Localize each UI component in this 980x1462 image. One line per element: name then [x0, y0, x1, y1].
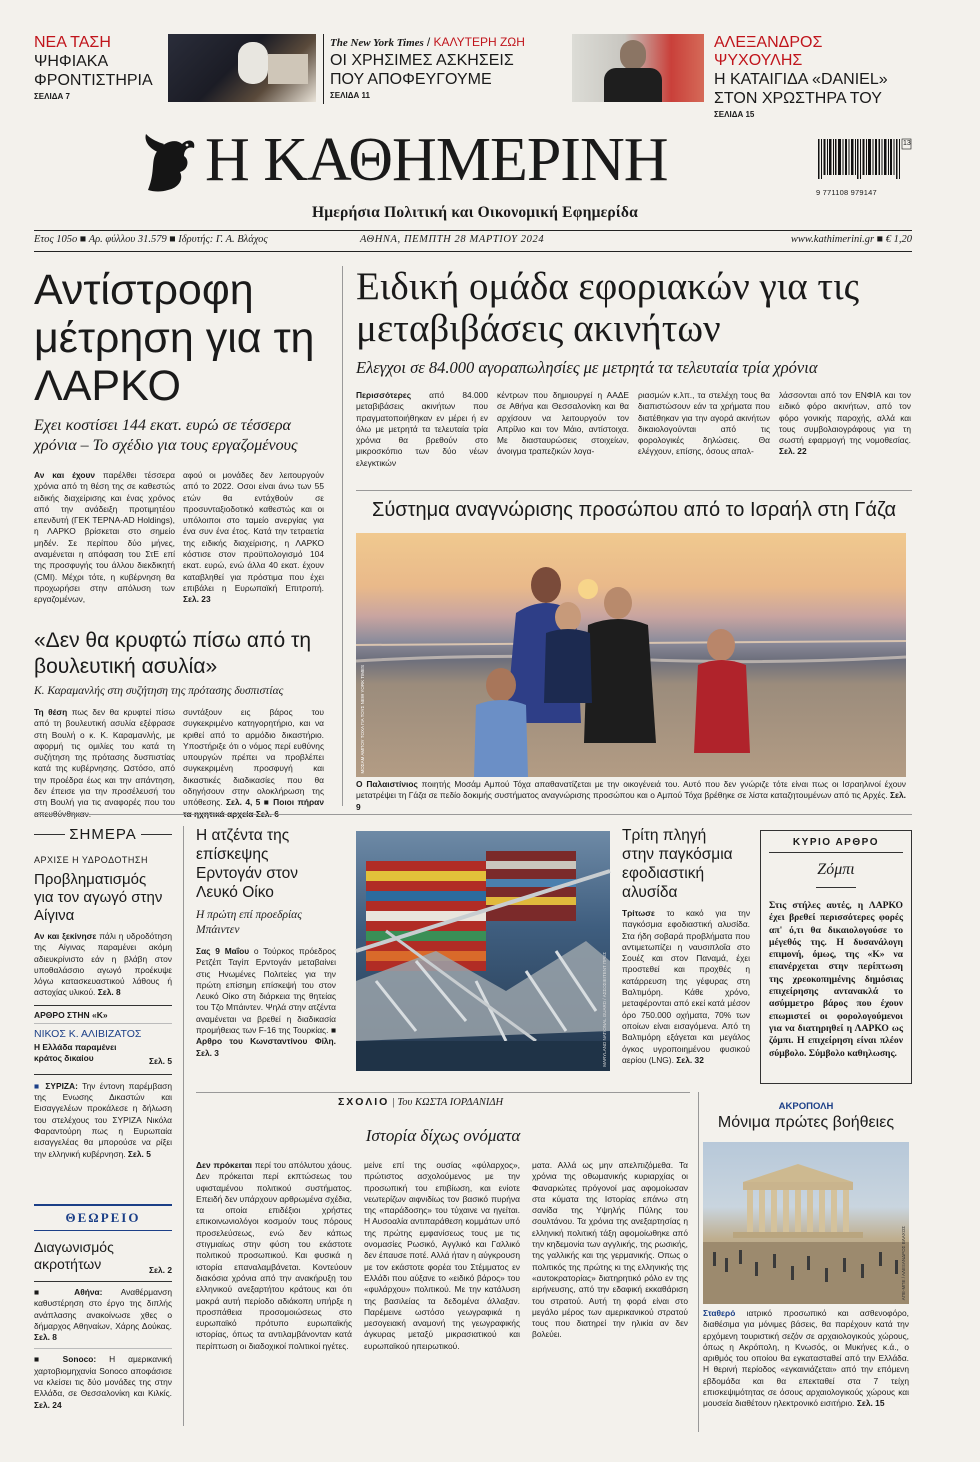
scholio-col1: [196, 1160, 352, 1425]
scholio-col3: [532, 1160, 688, 1425]
gaza-caption-text: ποιητής Μοσάμ Αμπού Τόχα απαθανατίζεται με την οικογένειά του. Αυτό που δεν γνώριζε τότε είναι πως οι Ισραηλινοί έχουν μετατρέψει τη Γάζα σε πεδίο δοκιμής συστήματος αναγνώρισης προσώπου και ο Αμπού Τόχα βρέθηκε σε λίστα καταζητουμένων από τις Αρχές.: [356, 779, 906, 801]
teaser-middle[interactable]: The New York Times / ΚΑΛΥΤΕΡΗ ΖΩΗ ΟΙ ΧΡΗΣΙΜΕΣ ΑΣΚΗΣΕΙΣ ΠΟΥ ΑΠΟΦΕΥΓΟΥΜΕ ΣΕΛΙΔΑ 11: [330, 34, 560, 106]
scholio-col1-text: περί του απόλυτου χάους. Δεν πρόκειται περί εκπτώσεως του υφισταμένου πολιτικού συστήματος. Επειδή δεν υπάρχουν αρθρωμένα σχέδια, τα οποία επιδέξιοι χρήστες επικοινωνιολόγοι κοσμούν τους πόρους προσελεύσεως, ενώ δεν κάπως στιγμιαίως στην φύση του εκάστοτε πολιτικού προσωπικού. Και φυσικά η ιστορία επαναλαμβάνεται. Κοντεύουν διακόσια χρόνια από την ανακήρυξη του ελληνικού ανεξαρτήτου κράτους και ότι μακρά αυτή περίοδο αδιάκοπη υπήρξε η προσπάθεια προσομοιώσεως στο ευρωπαϊκό πρότυπο ευρωπαϊκής ιστορίας, όπως τα αντιλαμβάνονταν κατά περίπτωση οι διαδοχικοί πολιτικοί ηγέτες.: [196, 1160, 353, 1351]
main-lead: Περισσότερες: [356, 390, 412, 400]
erdogan-deck: Η πρώτη επί προεδρίας Μπάιντεν: [196, 909, 302, 936]
theoreio-page[interactable]: Σελ. 2: [149, 1265, 172, 1275]
theoreio-athina-page[interactable]: Σελ. 8: [34, 1332, 57, 1343]
gaza-page-ref[interactable]: Σελ. 9: [356, 790, 907, 812]
simera-title: ΣΗΜΕΡΑ: [69, 826, 137, 843]
teaser-left[interactable]: [34, 34, 164, 106]
erdogan-story[interactable]: [196, 826, 336, 1059]
teaser-middle-page: ΣΕΛΙΔΑ 11: [330, 91, 370, 100]
akropoli-headline[interactable]: Μόνιμα πρώτες βοήθειες: [717, 1114, 895, 1131]
larko-body-col2: [183, 470, 324, 606]
scholio-col2-text: μείνε επί της ουσίας «φύλαρχος», πρώτιστος ασχολούμενος με την προσωπική του επιβίωση, και ενίοτε νεωτερίζων αιφνιδίως τον βασικό πυρήνα της «παράδοσης» του τύχαινε να ηγείται. Η Αυσοαλία αντιπαράθεση κομμάτων υπό της πρώτης εμφανίσεως τους με τις ονομασίες Ρωσικό, Αγγλικό και Γαλλικό δεν έπαυσε ποτέ. Αλλά ήταν η αύγκρουση με τον εκάστοτε φορέα του Στέμματος εν Ελλάδι που αύξανε το «ειδικό βάρος» του «φυλάρχου» πολιτικού. Με την κατάλυση της βασιλείας τα δεδομένα άλλαξαν. Παρέμεινε ωστόσο γεωγραφικά η μεσογειακή αναμονή της γεωγραφικής άγκυρας μεταξύ μικρασιατικού και ευρωπαϊκού ηπειρωτικού.: [364, 1160, 520, 1351]
larko-lead: Αν και έχουν: [34, 470, 96, 480]
gaza-caption: [356, 779, 906, 813]
asylia-body-col2: [183, 707, 324, 808]
masthead-title: Η ΚΑΘΗΜΕΡΙΝΗ: [205, 126, 668, 194]
teaser-middle-title: ΟΙ ΧΡΗΣΙΜΕΣ ΑΣΚΗΣΕΙΣ ΠΟΥ ΑΠΟΦΕΥΓΟΥΜΕ: [330, 52, 514, 88]
barcode-issue: 13: [903, 140, 911, 147]
theoreio-sonoco: ■ Sonoco: Η αμερικανική χαρτοβιομηχανία Sonoco αποφάσισε να κλείσει τις δύο μονάδες της στην Ελλάδα, σε Θεσσαλονίκη και Κιλκίς. Σελ. 24: [34, 1354, 172, 1410]
masthead-meta-left: Ετος 105ο ■ Αρ. φύλλου 31.579 ■ Ιδρυτής: Γ. Α. Βλάχος: [34, 234, 268, 245]
teaser-left-title: ΨΗΦΙΑΚΑ ΦΡΟΝΤΙΣΤΗΡΙΑ: [34, 53, 153, 89]
larko-col2-text: αφού οι μονάδες δεν λειτουργούν από το 2022. Οσοι είναι άνω των 55 ετών θα εντάχθούν σε προσυνταξιοδοτικό καθεστώς και οι υπόλοιποι στο ταμείο ανεργίας για ένα συν ένα έτος. Κατά την τετραετία της ειδικής διαχείρισης, η ΛΑΡΚΟ κόστισε στον προϋπολογισμό 104 εκατ. ευρώ, ενώ άλλα 40 εκατ. έχουν καταβληθεί για πρόστιμα που έχει επιβάλει η Ευρωπαϊκή Επιτροπή.: [183, 470, 324, 593]
teaser-middle-label: ΚΑΛΥΤΕΡΗ ΖΩΗ: [433, 35, 525, 49]
erdogan-headline: Η ατζέντα της επίσκεψης Ερντογάν στον Λευκό Οίκο: [196, 827, 299, 901]
theoreio-section: [34, 1204, 172, 1411]
theoreio-athina: ■ Αθήνα: Αναθέρμανση καθυστέρηση στο έργο της διπλής ανάπλασης ανακοίνωσε χθες ο δήμαρχος Αθηναίων, Χάρης Δούκας. Σελ. 8: [34, 1287, 172, 1343]
section-divider: [34, 814, 912, 815]
larko-col1-text: παρέλθει τέσσερα χρόνια από τη θέση της σε καθεστώς ειδικής διαχείρισης και ένας χρόνος από την ανάδειξη προτιμητέου επενδυτή (ΓΕΚ ΤΕΡΝΑ-AD Holdings), η ΛΑΡΚΟ βρίσκεται στο σημείο μηδέν. Σε περίπου δύο μήνες, αναμένεται η απόφαση του ΣτΕ επί της προσφυγής του άλλου διεκδικητή (CMI). Μέχρι τότε, η κυβέρνηση θα προχωρήσει στην απόλυση των εργαζομένων,: [34, 470, 175, 605]
masthead-meta-right: www.kathimerini.gr ■ € 1,20: [790, 234, 912, 245]
larko-story[interactable]: [34, 266, 324, 606]
masthead-meta-center: ΑΘΗΝΑ, ΠΕΜΠΤΗ 28 ΜΑΡΤΙΟΥ 2024: [360, 234, 545, 245]
supply-body: [622, 908, 750, 1066]
asylia-headline: «Δεν θα κρυφτώ πίσω από τη βουλευτική ασυλία»: [34, 629, 311, 678]
larko-deck: Εχει κοστίσει 144 εκατ. ευρώ σε τέσσερα χρόνια – Το σχέδιο για τους εργαζομένους: [34, 417, 298, 454]
gaza-caption-lead: Ο Παλαιστίνιος: [356, 779, 418, 789]
teaser-right-label: ΑΛΕΞΑΝΔΡΟΣ ΨΥΧΟΥΛΗΣ: [714, 34, 823, 69]
main-body-col4: [779, 390, 911, 469]
simera-syriza: ■ ΣΥΡΙΖΑ: Την έντονη παρέμβαση της Ενωσης Δικαστών και Εισαγγελέων προκάλεσε η δήλωση του στελέχους του ΣΥΡΙΖΑ Νικόλα Φαραντούρη πως η Ευρωπαία εισαγγελέας θα μπορούσε να ρίξει την ελληνική κυβέρνηση. Σελ. 5: [34, 1080, 172, 1159]
main-col3-text: ριασμών κ.λπ., τα στελέχη τους θα διαπιστώσουν εάν τα χρήματα που διατέθηκαν για την αγορά ακινήτων δικαιολογούνται από τις φορολογικές δηλώσεις. Θα ελέγχουν, επίσης, όσους απαλ-: [638, 390, 770, 457]
teaser-right-photo: [572, 34, 704, 102]
larko-page-ref[interactable]: Σελ. 23: [183, 594, 211, 605]
gaza-photo[interactable]: [356, 533, 906, 777]
asylia-deck: Κ. Καραμανλής στη συζήτηση της πρότασης δυσπιστίας: [34, 685, 284, 697]
akropoli-photo-credit: ΑΠΕ-ΜΠΕ / ΑΛΕΞΑΝΔΡΟΣ ΒΛΑΧΟΣ: [901, 1225, 906, 1300]
theoreio-sonoco-lead: Sonoco:: [62, 1354, 97, 1365]
simera-lead: Αν και ξεκίνησε: [34, 931, 97, 941]
asylia-body-col1: [34, 707, 176, 808]
theoreio-sonoco-page[interactable]: Σελ. 24: [34, 1399, 62, 1410]
simera-syriza-text: Την έντονη παρέμβαση της Ενωσης Δικαστών και Εισαγγελέων προκάλεσε η δήλωση του στελέχους του ΣΥΡΙΖΑ Νικόλα Φαραντούρη πως η Ευρωπαία εισαγγελέας θα μπορούσε να ρίξει την ελληνική κυβέρνηση.: [34, 1080, 172, 1159]
scholio-col3-text: ματα. Αλλά ως μην απελπιζόμεθα. Τα χρόνια της οθωμανικής κυριαρχίας οι Φαναριώτες πρόγονοί μας αφομοίωσαν στα κύματα της Ιστορίας επάνω στη σανίδα της Υψηλής Πύλης του σουλτάνου. Τα χρόνια της ανεξαρτησίας η ελληνική πολιτική τάξη αφομοίωθηκε από την κηδεμονία των αγγλικής, της ρωσικής, της γαλλικής και της γερμανικής. Οπως ο πολιτικός της πρώτης κι της ελληνικής της «αυτοκρατορίας» διατηρητικό ρόλο εν της ειρήνευσης, από την εδαφική εκκαθάριση του στρατού. Αυτή τη φορά είναι στο μεγάλο μέρος των αμερικανικού στρατού τους που διατηρεί την ηλικία αν δεν βολεύει.: [532, 1160, 688, 1340]
simera-kicker: ΑΡΧΙΣΕ Η ΥΔΡΟΔΟΤΗΣΗ: [34, 855, 148, 865]
theoreio-title: ΘΕΩΡΕΙΟ: [65, 1210, 141, 1225]
main-deck: Ελεγχοι σε 84.000 αγοραπωλησίες με μετρητά τα τελευταία τρία χρόνια: [356, 358, 818, 377]
editorial-label: ΚΥΡΙΟ ΑΡΘΡΟ: [769, 837, 903, 853]
akropoli-photo[interactable]: [703, 1142, 909, 1304]
simera-author-page[interactable]: Σελ. 5: [149, 1055, 172, 1066]
main-col4-text: λάσσονται από τον ΕΝΦΙΑ και τον ειδικό φόρο ακινήτων, από τον φόρο γονικής παροχής, αλλά και τους συμβολαιογράφους για τη σωστή εφαρμογή της νομοθεσίας.: [779, 390, 911, 446]
simera-body: [34, 931, 172, 999]
supply-headline: Τρίτη πληγή στην παγκόσμια εφοδιαστική αλυσίδα: [622, 827, 733, 901]
simera-author[interactable]: ΝΙΚΟΣ Κ. ΑΛΙΒΙΖΑΤΟΣ: [34, 1027, 142, 1040]
teaser-left-label: ΝΕΑ ΤΑΣΗ: [34, 34, 111, 51]
erdogan-page-ref[interactable]: Σελ. 3: [196, 1047, 219, 1058]
akropoli-lead: Σταθερό: [703, 1308, 736, 1318]
simera-syriza-page[interactable]: Σελ. 5: [127, 1148, 151, 1159]
scholio-label: ΣΧΟΛΙΟ: [338, 1096, 390, 1108]
simera-headline[interactable]: Προβληματισμός για τον αγωγό στην Αίγινα: [34, 871, 163, 924]
supply-story[interactable]: [622, 826, 750, 1066]
teaser-left-page: ΣΕΛΙΔΑ 7: [34, 92, 70, 101]
scholio-title[interactable]: Ιστορία δίχως ονόματα: [365, 1126, 521, 1145]
akropoli-body-text: ιατρικό προσωπικό και ασθενοφόρο, διαθέσιμα για μόνιμες βάσεις, θα παρέχουν κατά την ερχόμενη τουριστική σεζόν σε αρχαιολογικούς χώρους, όπως η Ακρόπολη, η Κνωσός, οι Μυκήνες κ.ά., ο αριθμός του οποίου θα εγκατασταθεί από την Ελλάδα. Η θερινή περίοδος «εγκαινιάζεται» από την επόμενη εβδομάδα και θα επεκταθεί στα 7 τείχη επισκεψιμότητας σε όσους αρχαιολογικούς χώρους και μουσεία διαθέτουν ηλεκτρονικό εισιτήριο.: [703, 1308, 909, 1409]
simera-author-title[interactable]: Η Ελλάδα παραμένει κράτος δικαίου: [34, 1041, 117, 1063]
masthead-rule-top: [34, 230, 912, 231]
main-page-ref[interactable]: Σελ. 22: [779, 446, 807, 457]
scholio-header: ΣΧΟΛΙΟ | Του ΚΩΣΤΑ ΙΟΡΔΑΝΙΔΗ: [338, 1096, 504, 1108]
main-body-col2: [497, 390, 629, 469]
nyt-logo: The New York Times: [330, 37, 424, 49]
erdogan-extra[interactable]: ■ Αρθρο του Κωνσταντίνου Φίλη.: [196, 1025, 337, 1047]
supply-body-text: το κακό για την παγκόσμια εφοδιαστική αλυσίδα. Στα ήδη σοβαρά προβλήματα που αντιμετωπίζει η ναυσιπλοΐα στο Σουέζ και στον Παναμά, έχει προστεθεί και προχθές η κατάρρευση της γέφυρας στη Βαλτιμόρη. Κάθε χρόνο, μεταφέρονται από εκεί κατά μέσον όρο 750.000 οχήματα, 70% των οποίων είναι εισαγόμενα. Από τη Βαλτιμόρη εξάγεται και μεγάλος όγκος υγροποιημένου φυσικού αερίου (LNG).: [622, 908, 751, 1065]
larko-headline: Αντίστροφη μέτρηση για τη ΛΑΡΚΟ: [34, 266, 315, 410]
theoreio-athina-lead: Αθήνα:: [74, 1287, 103, 1297]
gaza-photo-credit: ΜΟΣΑΜ ΑΜΠΟΥ ΤΟΧΑ ΓΙΑ ΤΟΥΣ NEW YORK TIMES: [360, 664, 365, 773]
supply-lead: Τρίτωσε: [622, 908, 655, 918]
main-body-col3: [638, 390, 770, 469]
supply-page-ref[interactable]: Σελ. 32: [676, 1054, 704, 1065]
theoreio-sonoco-text: Η αμερικανική χαρτοβιομηχανία Sonoco αποφάσισε να κλείσει τις δύο μονάδες της στην Ελλάδα, σε Θεσσαλονίκη και Κιλκίς.: [34, 1354, 172, 1399]
akropoli-body: [703, 1308, 909, 1410]
editorial-body: Στις στήλες αυτές, η ΛΑΡΚΟ έχει βρεθεί περισσότερες φορές απ' ό,τι θα δικαιολογούσε το μέγεθός της. Η δυσανάλογη επιμονή, όμως, της «Κ» να επανέρχεται στην περίπτωση της χρεοκοπημένης δημόσιας επιχείρησης αντανακλά το ασύμμετρο βάρος που έχουν επωμιστεί οι φορολογούμενοι για να διατηρηθεί η ΛΑΡΚΟ ως ζόμπι. Η επιχείρηση είναι πλέον σύμβολο. Σύμβολο καθηλωσης.: [769, 900, 903, 1059]
gaza-headline: Σύστημα αναγνώρισης προσώπου από το Ισραήλ στη Γάζα: [371, 499, 897, 521]
simera-section: [34, 826, 172, 1160]
scholio-rule: [196, 1092, 690, 1093]
akropoli-page-ref[interactable]: Σελ. 15: [856, 1398, 885, 1409]
barcode-number: 9 771108 979147: [816, 188, 877, 197]
theoreio-headline[interactable]: Διαγωνισμός ακροτήτων: [34, 1239, 114, 1272]
erdogan-body: [196, 946, 336, 1059]
editorial-box[interactable]: [760, 830, 912, 1084]
asylia-lead: Τη θέση: [34, 707, 68, 717]
main-col2-text: κέντρων που δημιουργεί η ΑΑΔΕ σε Αθήνα και Θεσσαλονίκη και θα αρχίσουν να λειτουργούν τον Απρίλιο και τον Μάιο, αντίστοιχα. Με διασταυρώσεις στοιχείων, άνοιγμα τραπεζικών λογα-: [497, 390, 629, 457]
barcode: [816, 137, 912, 195]
ship-photo-credit: MARYLAND NATIONAL GUARD / ΑΣΣΟΣΙΕΙΤΕΝΤ ΠΡΕΣ: [602, 952, 607, 1067]
erdogan-lead: Σας 9 Μαΐου: [196, 946, 250, 956]
teaser-right[interactable]: [714, 34, 914, 119]
main-story[interactable]: [356, 266, 912, 476]
column-divider-top: [342, 266, 343, 806]
simera-column-label: ΑΡΘΡΟ ΣΤΗΝ «Κ»: [34, 1009, 108, 1020]
simera-page-ref[interactable]: Σελ. 8: [97, 987, 121, 998]
teaser-right-page: ΣΕΛΙΔΑ 15: [714, 110, 755, 119]
teaser-left-photo: [168, 34, 316, 102]
asylia-story[interactable]: [34, 628, 324, 808]
theoreio-athina-text: Αναθέρμανση καθυστέρηση στο έργο της διπλής ανάπλασης ανακοίνωσε χθες ο δήμαρχος Αθηναίων, Χάρης Δούκας.: [34, 1287, 172, 1331]
scholio-lead: Δεν πρόκειται: [196, 1160, 252, 1170]
scholio-author: Του ΚΩΣΤΑ ΙΟΡΔΑΝΙΔΗ: [397, 1097, 504, 1108]
scholio-col2: [364, 1160, 520, 1425]
masthead-emblem-icon: [138, 130, 200, 196]
masthead-subtitle: Ημερήσια Πολιτική και Οικονομική Εφημερίδα: [311, 204, 638, 221]
simera-syriza-lead: ΣΥΡΙΖΑ:: [45, 1080, 78, 1091]
asylia-col2-text: συντάξουν εις βάρος του συγκεκριμένο κατηγορητήριο, και να κριθεί από το αρμόδιο δικαστήριο. Υποστήριξε ότι ο νόμος περί ευθύνης υπουργών πρέπει να προβλέπει συγκεκριμένη προσφυγή και δικαστικές διαδικασίες που θα οδηγήσουν στην ολοκλήρωση της υπόθεσης.: [183, 707, 324, 808]
larko-body-col1: [34, 470, 175, 606]
teaser-divider-1: [323, 34, 324, 104]
gaza-rule: [356, 490, 912, 491]
asylia-page-ref-1[interactable]: Σελ. 4, 5: [225, 797, 261, 808]
main-col1-text: από 84.000 μεταβιβάσεις ακινήτων που πραγματοποιήθηκαν εν μέρει ή εν όλω με μετρητά τα τελευταία τρία χρόνια θα βρεθούν στο μικροσκόπιο των δύο νέων ελεγκτικών: [356, 390, 488, 468]
scholio-body: [196, 1160, 690, 1425]
column-divider-bottom-left: [183, 826, 184, 1426]
main-body-col1: [356, 390, 488, 469]
teaser-right-title: Η ΚΑΤΑΙΓΙΔΑ «DANIEL» ΣΤΟΝ ΧΡΩΣΤΗΡΑ ΤΟΥ: [714, 71, 888, 107]
simera-body-text: πάλι η υδροδότηση της Αίγινας παραμένει ακόμη αδιευκρίνιστο εάν η βλάβη στον υποθαλάσσιο αγωγό προέκυψε λόγω κατασκευαστικού λάθους ή αστοχίας υλικού.: [34, 931, 172, 998]
akropoli-kicker: ΑΚΡΟΠΟΛΗ: [778, 1101, 834, 1112]
ship-photo[interactable]: [356, 831, 610, 1071]
barcode-icon: [816, 137, 912, 181]
erdogan-body-text: ο Τούρκος πρόεδρος Ρετζέπ Ταγίπ Ερντογάν μεταβαίνει στις Ηνωμένες Πολιτείες για την πρώτη επίσημη επίσκεψή του στον Λευκό Οίκο στη διάρκεια της θητείας του Τζο Μπάιντεν. Ψηλά στην ατζέντα αναμένεται να βρεθεί η διαδικασία προμήθειας των F-16 της Τουρκίας.: [196, 946, 336, 1036]
asylia-col1-text: πως δεν θα κρυφτεί πίσω από τη βουλευτική ασυλία εξέφρασε στη Βουλή ο κ. Κ. Καραμανλής, με αφορμή τις ομιλίες του κατά τη συζήτηση της πρότασης δυσπιστίας κατά της κυβέρνησης. Ωστόσο, από την προέδρα έως και την απάντηση, δεν έπεισε για την προσέλευσή του στη Βουλή για τις αναφορές που του: [34, 707, 176, 808]
editorial-title: Ζόμπι: [817, 861, 855, 878]
akropoli-divider: [698, 1092, 699, 1432]
asylia-extra[interactable]: ■ Ποιοι πήραν: [263, 797, 324, 808]
masthead-rule-bottom: [34, 251, 912, 252]
main-headline: Ειδική ομάδα εφοριακών για τις μεταβιβάσεις ακινήτων: [356, 265, 860, 350]
